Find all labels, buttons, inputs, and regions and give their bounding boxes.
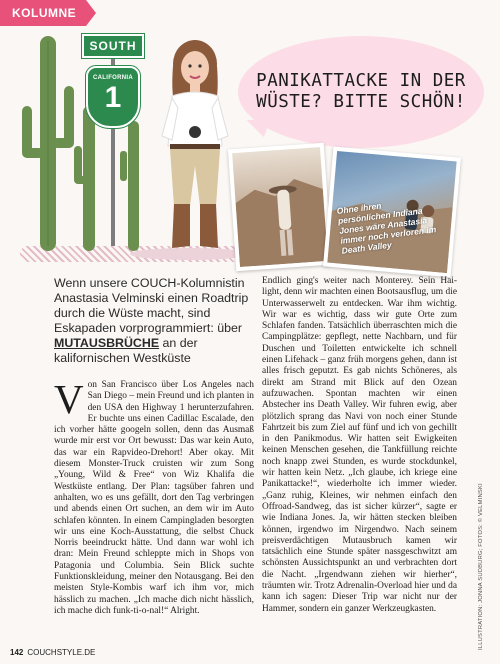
cactus-right-icon: [120, 121, 146, 251]
body-column-right: [262, 276, 457, 615]
drop-cap: V: [54, 376, 84, 422]
page-folio: [10, 648, 95, 657]
sign-south: [82, 34, 144, 58]
lead-text-before: Wenn unsere COUCH-Kolumnistin Anastasia Velminski einen Roadtrip durch die Wüste macht, sind Eskapaden vorprogrammiert: über: [54, 276, 249, 335]
cactus-mid-icon: [74, 106, 104, 251]
section-tag-label: KOLUMNE: [12, 6, 77, 20]
page-number: 142: [10, 648, 24, 657]
header-illustration: [0, 26, 500, 270]
headline-bubble: [238, 36, 484, 148]
route-shield-sign: [86, 66, 140, 128]
desert-photo-icon: [232, 147, 328, 267]
sign-south-label: SOUTH: [89, 39, 137, 53]
lead-paragraph: [54, 276, 254, 366]
photo-credit-text: ILLUSTRATION: JONNA SUDBURG; FOTOS: © VELMINSKI: [478, 483, 484, 650]
photo-caption: Ohne ihren persönlichen Indiana Jones wäre Anastasia immer noch verloren im Death Valley: [336, 200, 437, 256]
body-right-text: Endlich ging's weiter nach Monterey. Sein Hai-light, denn wir machten einen Bootsausflug, um die Unterwasserwelt zu entdecken. War ihm wichtig. Wir war es wichtig, dass wir gute Orte zum Schlafen fanden. Tatsächlich überraschten mich die Campingplätze: gepflegt, nette Nachbarn, und für Duschen und Toiletten entwickelte ich schnell einen Lifehack – ganz früh morgens gehen, dann ist alles frisch geputzt. Es gab nichts Schöneres, als direkt am Strand mit Blick auf den Ozean aufzuwachen. Spontan machten wir einen Abstecher ins Death Valley. Wir fuhren ewig, aber plötzlich sprang das Navi von noch einer Stunde Fahrtzeit bis zum Ziel auf fünf und ich von gechillt in den Panikmodus. Wir hatten seit Ewigkeiten keinen Menschen gesehen, die Tankfüllung reichte noch knapp zwei Stunden, es wurde stockdunkel, wir hatten kein Netz. „Ich glaube, ich kriege eine Panikattacke!“, wiederholte ich immer wieder. „Ganz ruhig, Kleines, wir nehmen einfach den Offroad-Sandweg, das ist sicher kürzer“, sagte er wie Indiana Jones. Ja, wir hätten stecken bleiben können, irgendwo im Nirgendwo. Nach seinem preisverdächtigen Mutausbruch kamen wir tatsächlich eine Stunde später nassgeschwitzt am schönsten Aussichtspunkt an und verbrachten dort die Nacht. „Irgendwann ziehen wir hierher“, träumten wir. Trotz Adrenalin-Overload hier und da kann ich sagen: Dieser Trip war nicht nur der Hammer, sondern ein ganzer Werkzeugkasten.: [262, 276, 457, 614]
body-left-text: on San Francisco über Los Angeles nach San Diego – mein Freund und ich planten in den USA den Highway 1 herunterzufahren. Er buchte uns einen Cadillac Escalade, den ich vorher hätte googeln sollen, denn das Ausmaß wurde mir erst vor Ort bewusst: Das war kein Auto, das war ein Rapvideo-Drehort! Aber okay. Mit diesem Monster-Truck cruisten wir zum Song „Young, Wild & Free“ von Wiz Khalifa die Westküste entlang. Der Plan: tagsüber fahren und anhalten, wo es uns gefällt, dort den Tag verbringen und abends einen Ort suchen, an dem wir im Auto schlafen könnten. In einem Campingladen besorgten wir uns eine Koch-Ausstattung, die selbst Chuck Norris beeindruckt hätte. Und dann war wohl ich dran: Mein Freund schleppte mich in Shops von Patagonia und Columbia. Sein Blick suchte Funktionskleidung, meiner den Notausgang. Bei den meisten Style-Kombis warf ich ihm vor, mich hässlich zu machen. „Ich mache dich nicht hässlich, ich mache dich funk-ti-o-nal!“ Alright.: [54, 380, 254, 616]
columnist-illustration-icon: [150, 36, 240, 256]
headline: PANIKATTACKE IN DER WÜSTE? BITTE SCHÖN!: [256, 71, 466, 112]
section-tag: [0, 0, 86, 26]
photo-credit: [478, 430, 492, 650]
cactus-left-icon: [18, 36, 78, 251]
body-column-left: [54, 376, 254, 617]
photo-desert-woman: [228, 143, 332, 271]
lead-text-after: an der kalifornischen Westküste: [54, 336, 198, 365]
lead-highlight: MUTAUSBRÜCHE: [54, 336, 160, 350]
route-shield-number: 1: [104, 81, 122, 114]
route-shield-state: CALIFORNIA: [93, 75, 133, 81]
magazine-url: COUCHSTYLE.DE: [27, 648, 96, 657]
photo-couple: [323, 147, 461, 278]
